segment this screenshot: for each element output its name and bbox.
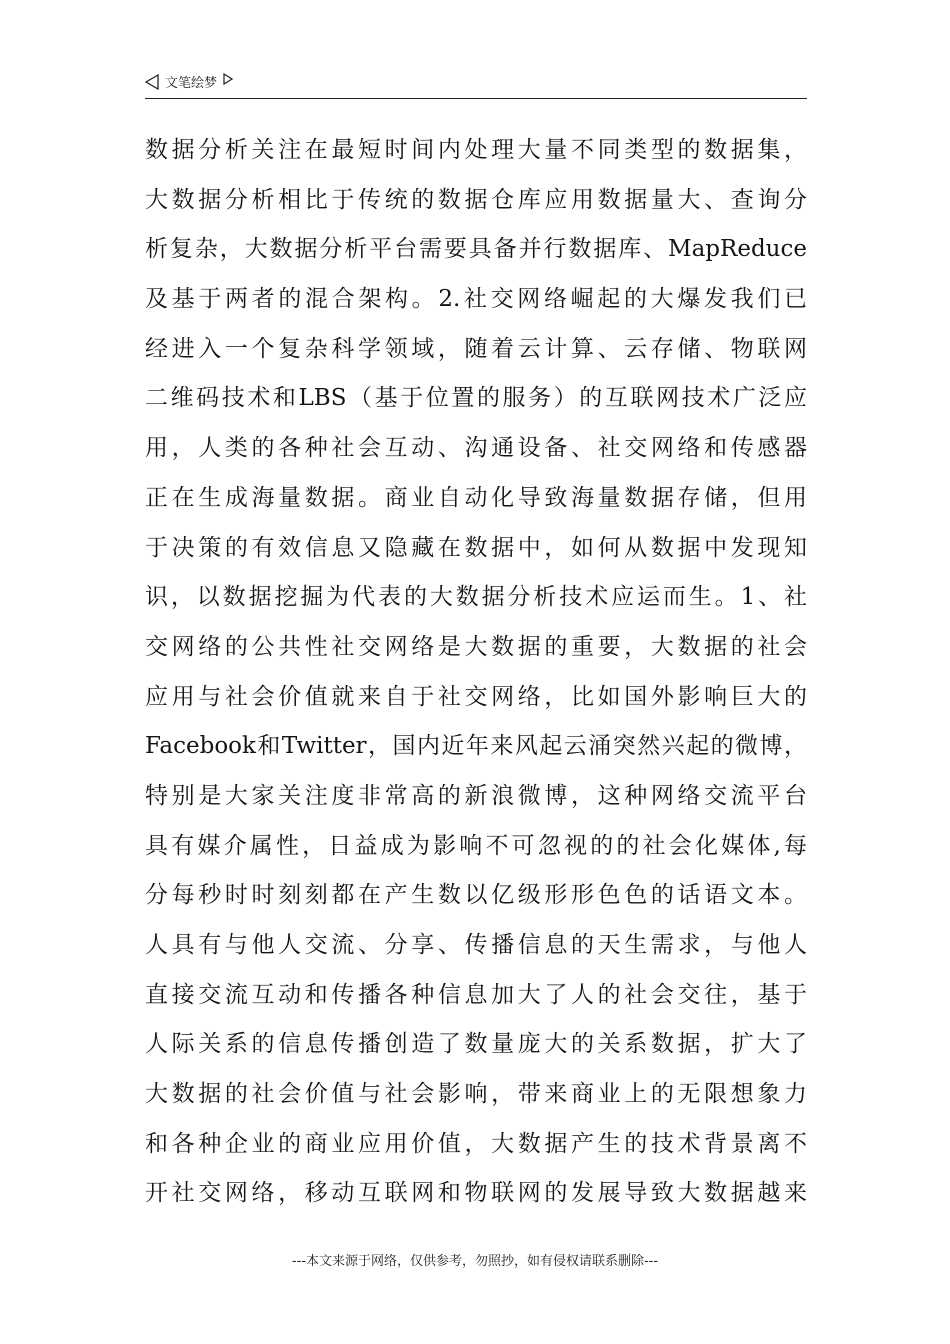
- text-line: 人际关系的信息传播创造了数量庞大的关系数据，扩大了: [145, 1031, 807, 1058]
- document-body: [145, 126, 807, 1219]
- text-line: 经进入一个复杂科学领域，随着云计算、云存储、物联网: [145, 335, 807, 362]
- text-line: 开社交网络，移动互联网和物联网的发展导致大数据越来: [145, 1180, 807, 1207]
- text-line: 人具有与他人交流、分享、传播信息的天生需求，与他人: [145, 932, 807, 958]
- left-triangle-icon: [145, 74, 159, 90]
- text-line: 特别是大家关注度非常高的新浪微博，这种网络交流平台: [145, 782, 807, 809]
- text-line: 大数据的社会价值与社会影响，带来商业上的无限想象力: [145, 1081, 807, 1108]
- text-line: 正在生成海量数据。商业自动化导致海量数据存储，但用: [145, 484, 807, 511]
- text-line: 数据分析关注在最短时间内处理大量不同类型的数据集，: [145, 137, 807, 163]
- text-line: 二维码技术和LBS（基于位置的服务）的互联网技术广泛应: [145, 385, 807, 412]
- text-line: 和各种企业的商业应用价值，大数据产生的技术背景离不: [145, 1130, 807, 1157]
- text-line: 于决策的有效信息又隐藏在数据中，如何从数据中发现知: [145, 534, 807, 561]
- text-line: 识，以数据挖掘为代表的大数据分析技术应运而生。1、社: [145, 584, 807, 611]
- text-line: Facebook和Twitter，国内近年来风起云涌突然兴起的微博，: [145, 733, 807, 760]
- text-line: 直接交流互动和传播各种信息加大了人的社会交往，基于: [145, 981, 807, 1008]
- text-line: 具有媒介属性，日益成为影响不可忽视的的社会化媒体,每: [145, 832, 807, 859]
- text-line: 析复杂，大数据分析平台需要具备并行数据库、MapReduce: [145, 236, 807, 263]
- text-line: 分每秒时时刻刻都在产生数以亿级形形色色的话语文本。: [145, 882, 807, 909]
- text-line: 用，人类的各种社会互动、沟通设备、社交网络和传感器: [145, 435, 807, 462]
- text-line: 交网络的公共性社交网络是大数据的重要，大数据的社会: [145, 633, 807, 660]
- text-line: 应用与社会价值就来自于社交网络，比如国外影响巨大的: [145, 683, 807, 710]
- text-line: 大数据分析相比于传统的数据仓库应用数据量大、查询分: [145, 186, 807, 213]
- page-header: [145, 70, 807, 99]
- right-triangle-icon: [223, 73, 233, 85]
- header-title: 文笔绘梦: [165, 76, 218, 91]
- page-footer-disclaimer: ---本文来源于网络，仅供参考，勿照抄，如有侵权请联系删除---: [291, 1254, 659, 1269]
- text-line: 及基于两者的混合架构。2.社交网络崛起的大爆发我们已: [145, 286, 807, 313]
- header-brand: [145, 72, 233, 91]
